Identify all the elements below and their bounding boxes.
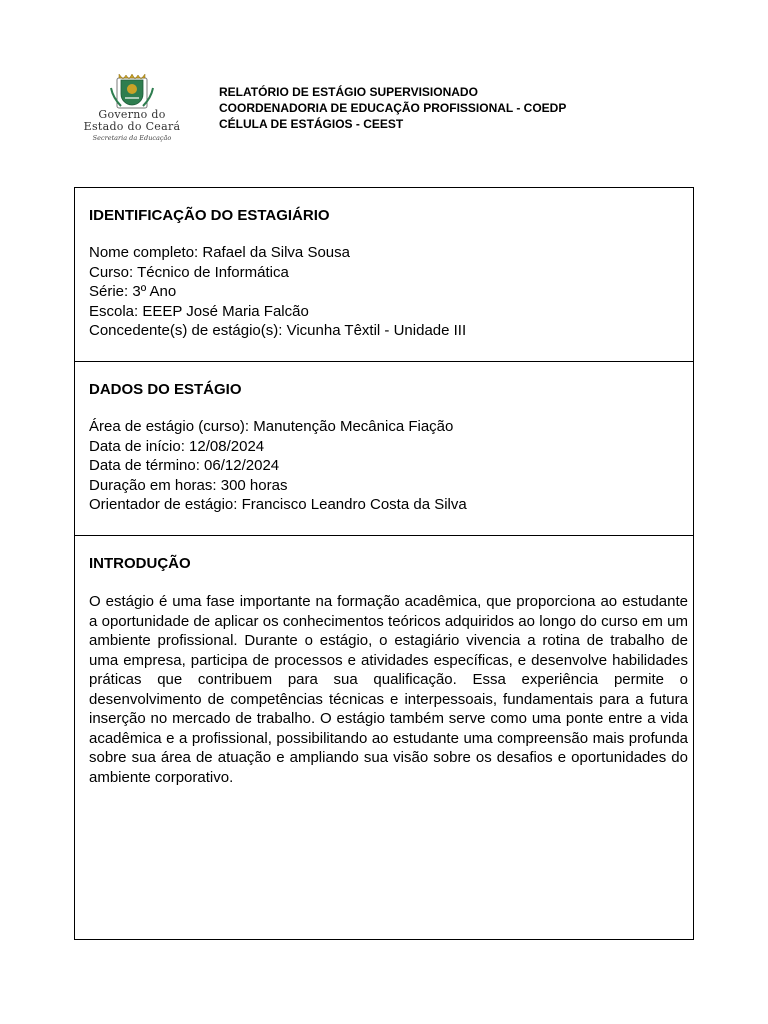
section-dados-estagio xyxy=(75,362,693,536)
field-nome: Nome completo: Rafael da Silva Sousa xyxy=(89,244,350,261)
introducao-paragraph: O estágio é uma fase importante na formação acadêmica, que proporciona ao estudante a oportunidade de aplicar os conhecimentos teóricos adquiridos ao longo do curso em um ambiente profissional. Durante o estágio, o estagiário vivencia a rotina de trabalho de uma empresa, participa de processos e atividades específicas, e desenvolve habilidades práticas que contribuem para sua qualificação. Essa experiência permite o desenvolvimento de competências técnicas e interpessoais, fundamentais para a futura inserção no mercado de trabalho. O estágio também serve como uma ponte entre a vida acadêmica e a profissional, possibilitando ao estudante uma compreensão mais profunda sobre sua área de atuação e ampliando sua visão sobre os desafios e oportunidades do ambiente corporativo. xyxy=(89,593,688,786)
dados-title: DADOS DO ESTÁGIO xyxy=(89,381,242,398)
section-identificacao xyxy=(75,188,693,362)
report-form-box xyxy=(74,187,694,940)
coat-of-arms-icon xyxy=(76,73,188,109)
field-concedente: Concedente(s) de estágio(s): Vicunha Têxtil - Unidade III xyxy=(89,322,467,339)
section-introducao xyxy=(75,536,693,939)
logo-governo-text: Governo do xyxy=(98,108,166,121)
identificacao-fields xyxy=(89,243,466,341)
field-duracao: Duração em horas: 300 horas xyxy=(89,476,288,494)
introducao-title: INTRODUÇÃO xyxy=(89,555,191,572)
field-area: Área de estágio (curso): Manutenção Mecânica Fiação xyxy=(89,418,454,435)
field-escola: Escola: EEEP José Maria Falcão xyxy=(89,302,309,320)
field-orientador: Orientador de estágio: Francisco Leandro Costa da Silva xyxy=(89,496,467,513)
field-data-inicio: Data de início: 12/08/2024 xyxy=(89,437,265,455)
header-celula: CÉLULA DE ESTÁGIOS - CEEST xyxy=(219,117,404,131)
document-header xyxy=(219,84,566,132)
logo-secretaria-text: Secretaria da Educação xyxy=(92,134,172,142)
field-serie: Série: 3º Ano xyxy=(89,283,177,300)
government-logo xyxy=(76,73,188,145)
logo-estado-text: Estado do Ceará xyxy=(83,120,181,133)
field-curso: Curso: Técnico de Informática xyxy=(89,263,289,281)
header-coordenadoria: COORDENADORIA DE EDUCAÇÃO PROFISSIONAL - COEDP xyxy=(219,101,567,115)
header-title: RELATÓRIO DE ESTÁGIO SUPERVISIONADO xyxy=(219,85,478,99)
field-data-termino: Data de término: 06/12/2024 xyxy=(89,457,280,474)
dados-fields xyxy=(89,417,467,515)
identificacao-title: IDENTIFICAÇÃO DO ESTAGIÁRIO xyxy=(89,207,330,224)
